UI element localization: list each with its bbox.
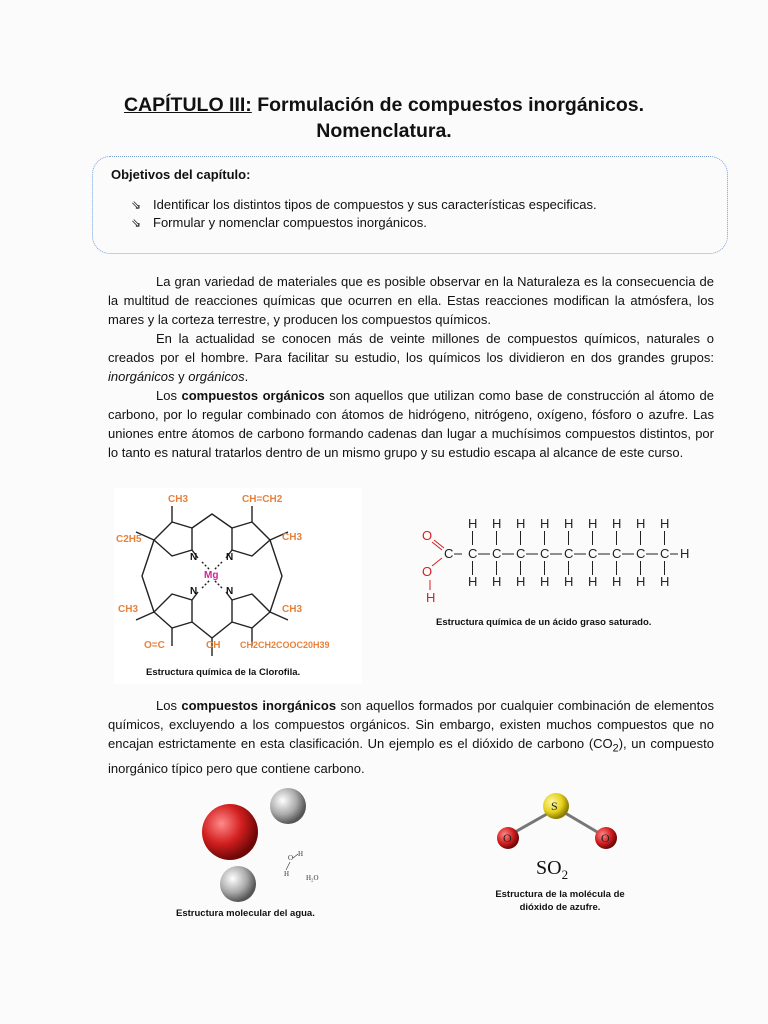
fatty-acid-structure-diagram [418, 512, 700, 608]
carbon-atom: C [636, 546, 646, 561]
objective-item [131, 196, 709, 214]
fatty-acid-figure [418, 512, 700, 608]
bold-term: compuestos orgánicos [181, 388, 325, 403]
chl-label: Mg [204, 570, 219, 581]
carbon-atom: C [564, 546, 574, 561]
text-run: ), un compuesto inorgánico típico pero que contiene carbono. [108, 736, 714, 776]
chl-label: N [226, 586, 234, 597]
water-caption: Estructura molecular del agua. [176, 908, 315, 919]
chlorophyll-caption: Estructura química de la Clorofila. [146, 667, 301, 678]
chl-label: CH [206, 640, 221, 651]
text-run: . [244, 369, 249, 384]
hydrogen-atom: H [636, 574, 646, 589]
arrow-bullet-icon: ⇘ [131, 216, 142, 230]
chl-label: CH3 [168, 494, 189, 505]
hydrogen-atom: H [588, 516, 598, 531]
inorganic-paragraph [108, 696, 714, 778]
hydrogen-atom: H [468, 574, 478, 589]
svg-text:O: O [422, 564, 433, 579]
objectives-heading: Objetivos del capítulo: [111, 167, 251, 182]
svg-text:O: O [288, 854, 294, 862]
so2-figure [484, 788, 634, 880]
hydrogen-atom: H [588, 574, 598, 589]
carbon-atom: C [540, 546, 550, 561]
so2-formula: $SO_2$ [536, 857, 569, 880]
carbon-atom: C [468, 546, 478, 561]
carbon-atom: C [492, 546, 502, 561]
hydrogen-atom: H [612, 574, 622, 589]
hydrogen-atom [270, 788, 306, 824]
oxygen-atom [202, 804, 258, 860]
hydrogen-atom: H [492, 516, 502, 531]
paragraph [108, 329, 714, 386]
chapter-title: Formulación de compuestos inorgánicos. [251, 94, 645, 116]
hydrogen-atom [220, 866, 256, 902]
hydrogen-atom: H [540, 574, 550, 589]
hydrogen-atom: H [680, 546, 690, 561]
fatty-acid-caption: Estructura química de un ácido graso saturado. [436, 617, 652, 628]
atom-label: O [503, 831, 512, 845]
chl-label: CH2CH2COOC20H39 [240, 640, 330, 650]
hydrogen-atom: H [564, 574, 574, 589]
carbon-atom: C [444, 546, 454, 561]
hydrogen-atom: H [492, 574, 502, 589]
text-run: y [174, 369, 189, 384]
hydrogen-atom: H [636, 516, 646, 531]
chapter-number: CAPÍTULO III: [123, 94, 252, 116]
hydrogen-atom: H [612, 516, 622, 531]
chl-label: CH3 [282, 532, 303, 543]
chl-label: N [190, 552, 198, 563]
subscript: 2 [612, 742, 619, 755]
italic-term: inorgánicos [108, 369, 175, 384]
paragraph [108, 386, 714, 462]
paragraph: La gran variedad de materiales que es posible observar en la Naturaleza es la consecuencia de la multitud de reacciones químicas que ocurren en ella. Estas reacciones modifican la atmósfera, los mares y la corteza terrestre, y producen los compuestos químicos. [108, 274, 714, 327]
chapter-subtitle: Nomenclatura. [316, 120, 452, 142]
water-figure [180, 780, 350, 910]
paragraph [108, 696, 714, 778]
svg-text:H: H [284, 870, 290, 878]
objectives-box [92, 156, 728, 254]
hydrogen-atom: H [660, 516, 670, 531]
atom-label: O [601, 831, 610, 845]
atom-label: S [551, 799, 558, 813]
text-run: son aquellos que utilizan como base de construcción al átomo de carbono, por lo regular combinado con átomos de hidrógeno, nitrógeno, oxígeno, fósforo o azufre. Las uniones entre átomos de carbono formando cadenas dan lugar a muchísimos compuestos distintos, por lo tanto es natural tratarlos dentro de un mismo grupo y su estudio escapa al alcance de este curso. [108, 388, 715, 460]
svg-text:H₂O: H₂O [306, 874, 319, 882]
carbon-atom: C [588, 546, 598, 561]
so2-caption [488, 888, 632, 914]
chl-label: O=C [144, 640, 165, 651]
text-run: son aquellos formados por cualquier combinación de elementos químicos, excluyendo a los compuestos orgánicos. Sin embargo, existen muchos compuestos que no encajan estrictamente en esta clasificación. Un ejemplo es el dióxido de carbono (CO [108, 698, 714, 751]
italic-term: orgánicos [188, 369, 245, 384]
arrow-bullet-icon: ⇘ [131, 198, 142, 212]
objective-text: Identificar los distintos tipos de compuestos y sus características especificas. [153, 197, 597, 212]
bold-term: compuestos inorgánicos [181, 698, 337, 713]
objective-item [131, 214, 709, 232]
water-molecule-model [180, 780, 350, 910]
text-run: En la actualidad se conocen más de veinte millones de compuestos químicos, naturales o creados por el hombre. Para facilitar su estudio, los químicos los dividieron en dos grandes grupos: [108, 331, 714, 365]
hydrogen-atom: H [468, 516, 478, 531]
svg-text:O: O [422, 528, 433, 543]
chl-label: CH3 [118, 604, 139, 615]
water-formula-sketch [284, 850, 319, 882]
chl-label: C2H5 [116, 534, 142, 545]
text-run: Los [156, 388, 182, 403]
page-title [100, 92, 668, 144]
chlorophyll-structure-diagram [114, 488, 362, 684]
hydrogen-atom: H [540, 516, 550, 531]
carbon-atom: C [612, 546, 622, 561]
objective-text: Formular y nomenclar compuestos inorgánicos. [153, 215, 427, 230]
chl-label: CH3 [282, 604, 303, 615]
so2-molecule-model [484, 788, 634, 880]
caption-line: Estructura de la molécula de [495, 889, 625, 900]
svg-text:H: H [426, 590, 436, 605]
chl-label: CH=CH2 [242, 494, 283, 505]
chlorophyll-figure [114, 488, 362, 684]
chl-label: N [226, 552, 234, 563]
intro-paragraphs [108, 272, 714, 462]
hydrogen-atom: H [564, 516, 574, 531]
chl-label: N [190, 586, 198, 597]
hydrogen-atom: H [516, 574, 526, 589]
caption-line: dióxido de azufre. [519, 902, 601, 913]
svg-text:H: H [298, 850, 304, 858]
carbon-atom: C [516, 546, 526, 561]
hydrogen-atom: H [516, 516, 526, 531]
hydrogen-atom: H [660, 574, 670, 589]
text-run: Los [156, 698, 182, 713]
carbon-atom: C [660, 546, 670, 561]
